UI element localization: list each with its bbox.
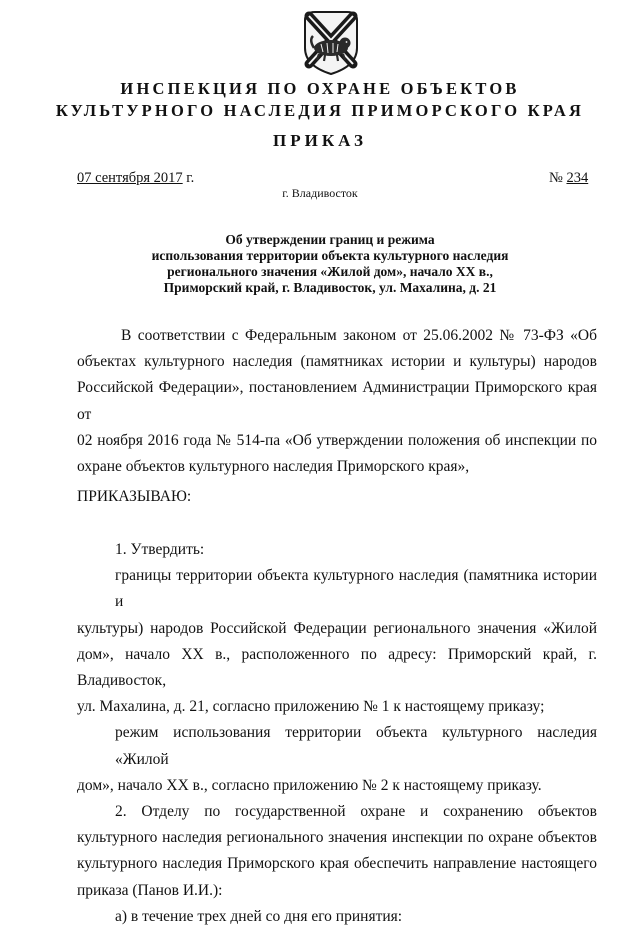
preamble-line: объектах культурного наследия (памятниках истории и культуры) народов xyxy=(77,353,597,371)
item-line: культуры) народов Российской Федерации регионального значения «Жилой xyxy=(77,619,597,637)
coat-of-arms-emblem xyxy=(301,10,361,76)
document-type: ПРИКАЗ xyxy=(273,131,367,150)
number-prefix: № xyxy=(549,170,567,186)
preamble-paragraph xyxy=(77,323,597,480)
document-date xyxy=(77,170,194,187)
item-line: 1. Утвердить: xyxy=(115,541,205,558)
orders-word: ПРИКАЗЫВАЮ: xyxy=(77,488,192,505)
date-value: 07 сентября 2017 xyxy=(77,170,183,186)
item-line: границы территории объекта культурного наследия (памятника истории и xyxy=(115,567,597,611)
number-value: 234 xyxy=(566,170,589,186)
title-line: Об утверждении границ и режима xyxy=(225,232,435,247)
preamble-line: охране объектов культурного наследия Приморского края», xyxy=(77,458,470,476)
item-line: приказа (Панов И.И.): xyxy=(77,881,223,899)
order-items xyxy=(77,537,597,930)
document-city: г. Владивосток xyxy=(282,186,358,200)
title-line: использования территории объекта культурного наследия xyxy=(151,248,509,263)
preamble-line: 02 ноября 2016 года № 514-па «Об утверждении положения об инспекции по xyxy=(77,431,597,449)
item-line: культурного наследия регионального значения инспекции по охране объектов xyxy=(77,829,597,847)
org-name-line-2: КУЛЬТУРНОГО НАСЛЕДИЯ ПРИМОРСКОГО КРАЯ xyxy=(55,101,585,120)
document-number xyxy=(549,170,588,187)
item-line: 2. Отделу по государственной охране и сохранению объектов xyxy=(115,803,597,821)
item-line: дом», начало XX в., согласно приложению № 2 к настоящему приказу. xyxy=(77,776,542,794)
item-line: дом», начало XX в., расположенного по адресу: Приморский край, г. Владивосток, xyxy=(77,645,597,690)
title-line: регионального значения «Жилой дом», начало XX в., xyxy=(167,264,493,279)
document-title xyxy=(110,232,550,296)
preamble-line: Российской Федерации», постановлением Администрации Приморского края от xyxy=(77,379,597,423)
item-line: культурного наследия Приморского края обеспечить направление настоящего xyxy=(77,855,597,873)
title-line: Приморский край, г. Владивосток, ул. Махалина, д. 21 xyxy=(163,280,497,295)
date-suffix: г. xyxy=(182,170,195,186)
preamble-line: В соответствии с Федеральным законом от 25.06.2002 № 73-ФЗ «Об xyxy=(121,327,597,344)
item-line: режим использования территории объекта культурного наследия «Жилой xyxy=(115,724,597,768)
item-line: ул. Махалина, д. 21, согласно приложению № 1 к настоящему приказу; xyxy=(77,698,545,716)
org-name-line-1: ИНСПЕКЦИЯ ПО ОХРАНЕ ОБЪЕКТОВ xyxy=(120,79,520,98)
item-line: а) в течение трех дней со дня его принятия: xyxy=(115,907,403,925)
tiger-coat-of-arms-icon xyxy=(301,10,361,76)
